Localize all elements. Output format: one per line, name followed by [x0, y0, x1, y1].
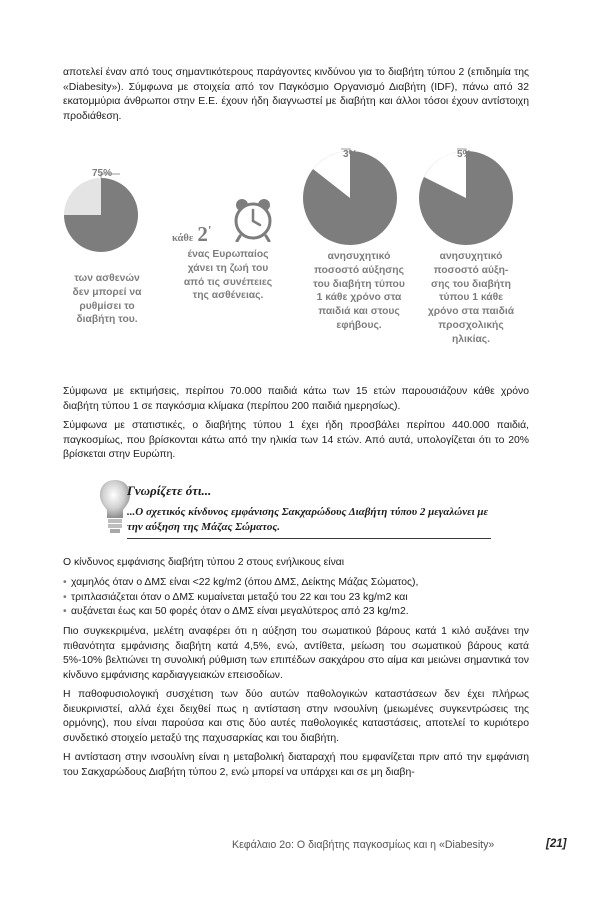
minute-mark: ' — [207, 222, 212, 238]
pie-3 — [301, 148, 401, 248]
stat-text-3: ανησυχητικό ποσοστό αύξησης του διαβήτη τύπου 1 κάθε χρόνο στα παιδιά και στους εφήβους. — [313, 251, 405, 331]
alarm-clock-icon — [228, 196, 278, 242]
insulin-resistance-paragraph: Η αντίσταση στην ινσουλίνη είναι η μεταβολική διαταραχή που εμφανίζεται πριν από την εμφάνιση του Σακχαρώδους Διαβήτη τύπου 2, ενώ μπορεί να υπάρχει και σε μη διαβη- — [63, 752, 529, 778]
stat-text-75: των ασθενών δεν μπορεί να ρυθμίσει το διαβήτη του. — [72, 273, 142, 326]
every-two-minutes — [172, 222, 211, 247]
stat-text-5: ανησυχητικό ποσοστό αύξη- σης του διαβήτη τύπου 1 κάθε χρόνο στα παιδιά προσχολικής ηλικίας. — [427, 251, 515, 345]
pie-chart-icon — [301, 148, 401, 248]
pie-chart-icon — [417, 148, 517, 248]
list-item: • τριπλασιάζεται όταν ο ΔΜΣ κυμαίνεται μεταξύ του 22 και του 23 kg/m2 και — [63, 591, 529, 606]
children-stats-paragraph: Σύμφωνα με στατιστικές, ο διαβήτης τύπου 1 έχει ήδη προσβάλει περίπου 440.000 παιδιά, παγκοσμίως, που βρίσκονται κάτω από την ηλικία των 14 ετών. Από αυτά, υπολογίζεται ότι το 20% βρίσκεται στην Ευρώπη. — [63, 420, 529, 461]
every-word: κάθε — [172, 233, 194, 244]
intro-paragraph: αποτελεί έναν από τους σημαντικότερους παράγοντες κινδύνου για το διαβήτη τύπου 2 (επιδημία της «Diabesity»). Σύμφωνα με στοιχεία από τον Παγκόσμιο Οργανισμό Διαβήτη (IDF), πάνω από 32 εκατομμύρια άνθρωποι στην Ε.Ε. έχουν ήδη διαγνωστεί με διαβήτη και άλλοι τόσοι έχουν αντίστοιχη προδιάθεση. — [63, 67, 529, 122]
stat-percent-3: 3% — [343, 149, 358, 160]
risk-bullet-list — [63, 576, 529, 620]
every-number: 2 — [197, 222, 208, 246]
did-you-know-body: ...Ο σχετικός κίνδυνος εμφάνισης Σακχαρώδους Διαβήτη τύπου 2 μεγαλώνει με την αύξηση της Μάζας Σώματος. — [127, 506, 489, 533]
did-you-know-title: Γνωρίζετε ότι... — [127, 483, 212, 498]
clock-stat-text: ένας Ευρωπαίος χάνει τη ζωή του από τις συνέπειες της ασθένειας. — [183, 249, 273, 302]
list-item: • αυξάνεται έως και 50 φορές όταν ο ΔΜΣ είναι μεγαλύτερος από 23 kg/m2. — [63, 605, 529, 620]
pie-75 — [62, 168, 162, 268]
pie-5 — [417, 148, 517, 248]
list-item: • χαμηλός όταν ο ΔΜΣ είναι <22 kg/m2 (όπου ΔΜΣ, Δείκτης Μάζας Σώματος), — [63, 576, 529, 591]
did-you-know-rule — [127, 538, 491, 539]
chapter-footer: Κεφάλαιο 2ο: Ο διαβήτης παγκοσμίως και η «Diabesity» — [232, 839, 495, 851]
weight-study-paragraph: Πιο συγκεκριμένα, μελέτη αναφέρει ότι η αύξηση του σωματικού βάρους κατά 1 κιλό αυξάνει την πιθανότητα εμφάνισης διαβήτη κατά 4,5%, ενώ, αντίθετα, μείωση του σωματικού βάρους κατά 5%-10% βελτιώνει τη συνολική ρύθμιση των επιπέδων σακχάρου στο αίμα και μειώνει σημαντικά τον κίνδυνο εμφάνισης καρδιαγγειακών επεισοδίων. — [63, 626, 529, 681]
page-number: [21] — [546, 838, 567, 850]
stat-percent-75: 75% — [92, 168, 113, 179]
pie-chart-icon — [62, 168, 162, 268]
children-estimate-paragraph: Σύμφωνα με εκτιμήσεις, περίπου 70.000 παιδιά κάτω των 15 ετών παρουσιάζουν κάθε χρόνο διαβήτη τύπου 1 σε παγκόσμια κλίμακα (περίπου 200 παιδιά ημερησίως). — [63, 386, 529, 412]
stat-percent-5: 5% — [457, 149, 472, 160]
pathophysiology-paragraph: Η παθοφυσιολογική συσχέτιση των δύο αυτών παθολογικών καταστάσεων δεν έχει πλήρως διευκρινιστεί, αλλά έχει δειχθεί πως η αντίσταση στην ινσουλίνη (μειωμένες συγκεντρώσεις της ορμόνης), που είναι παρούσα και στις δύο αυτές παθολογικές καταστάσεις, αποτελεί το κυριότερο συνδετικό στοιχείο μεταξύ της παχυσαρκίας και του διαβήτη. — [63, 689, 529, 744]
risk-intro-paragraph: Ο κίνδυνος εμφάνισης διαβήτη τύπου 2 στους ενήλικους είναι — [63, 557, 345, 568]
